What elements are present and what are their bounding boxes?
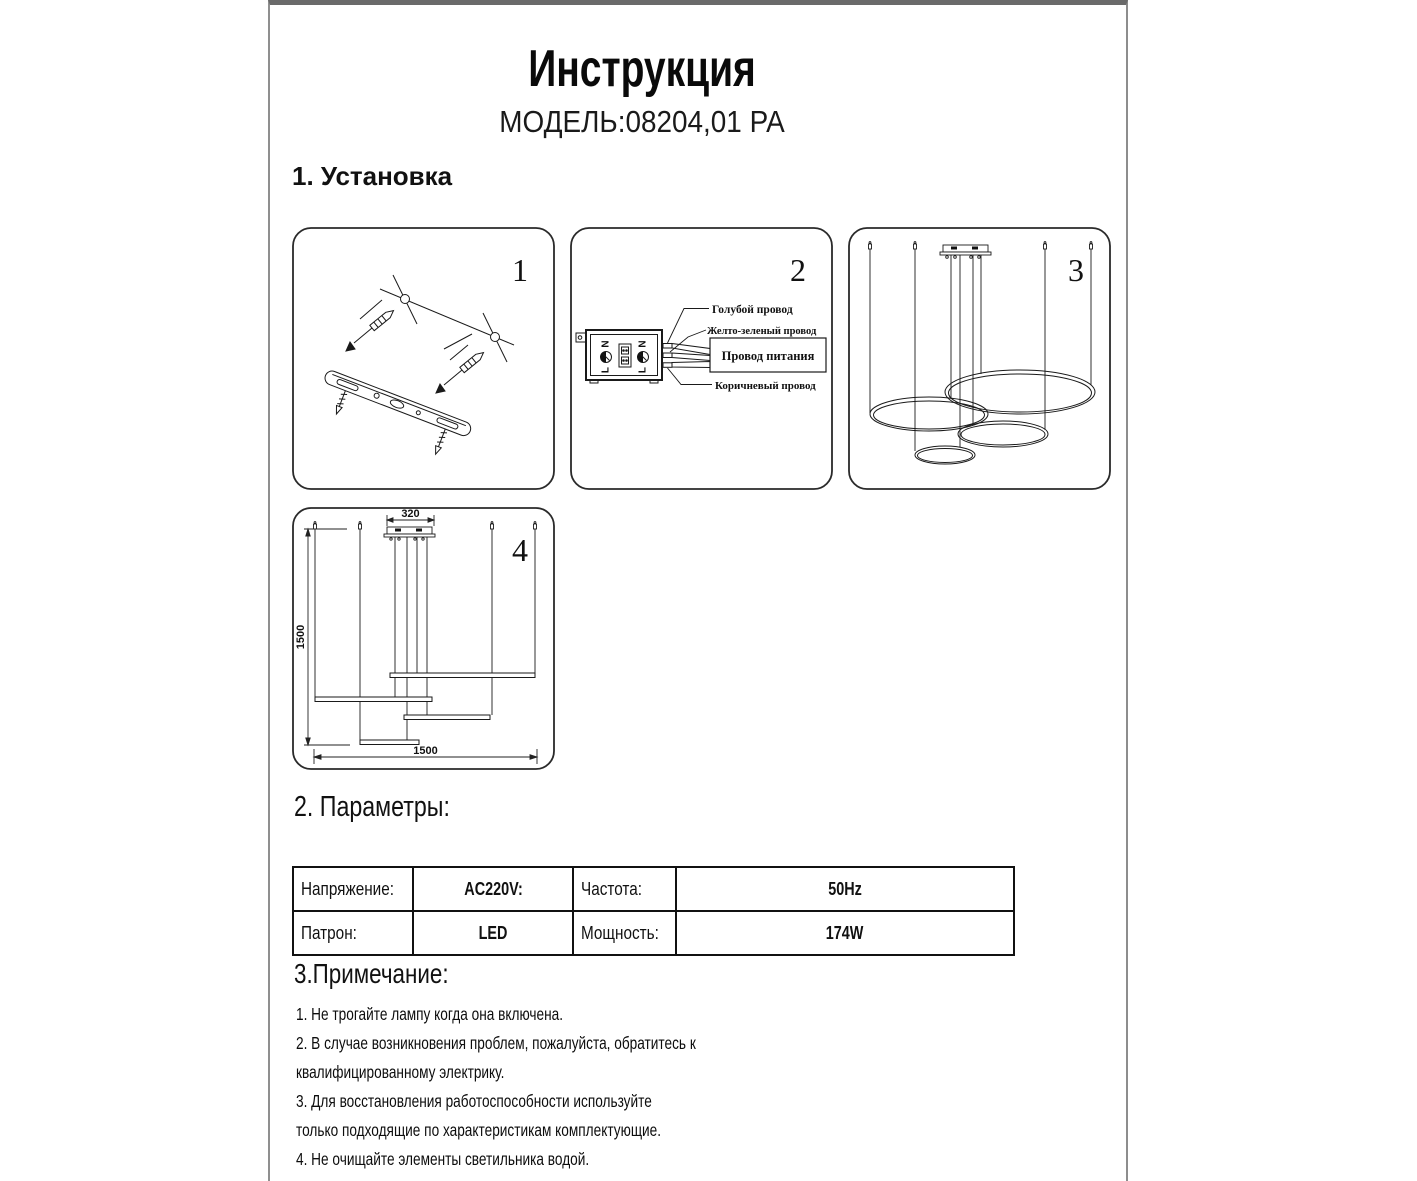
chandelier-rings-diagram bbox=[848, 227, 1111, 490]
table-row bbox=[293, 911, 1014, 955]
terminal-n-right: N bbox=[637, 340, 649, 348]
mounting-bracket-diagram bbox=[292, 227, 555, 490]
notes-heading: 3.Примечание: bbox=[294, 958, 449, 989]
blue-wire-label: Голубой провод bbox=[712, 304, 793, 316]
terminal-block bbox=[576, 330, 662, 383]
doc-model-line: МОДЕЛЬ:08204,01 PA bbox=[499, 104, 785, 139]
notes-list bbox=[296, 1000, 809, 1174]
param-value-frequency: 50Hz bbox=[676, 867, 1014, 911]
drop-height-dimension: 1500 bbox=[295, 624, 307, 650]
note-line-3-cont: только подходящие по характеристикам комплектующие. bbox=[296, 1120, 662, 1140]
panel-number-1: 1 bbox=[512, 252, 528, 288]
note-line-3: 3. Для восстановления работоспособности используйте bbox=[296, 1091, 652, 1111]
yellow-green-wire-label: Желто-зеленый провод bbox=[707, 326, 817, 337]
brown-wire-label: Коричневый провод bbox=[715, 380, 816, 392]
installation-step-3-panel bbox=[848, 227, 1111, 490]
panel-number-3: 3 bbox=[1068, 252, 1084, 288]
dimensions-diagram bbox=[292, 507, 555, 770]
note-line-4: 4. Не очищайте элементы светильника водой. bbox=[296, 1149, 590, 1169]
terminal-l-right: L bbox=[637, 366, 649, 374]
installation-heading: 1. Установка bbox=[292, 161, 453, 191]
terminal-n-left: N bbox=[600, 340, 612, 348]
param-name-frequency: Частота: bbox=[573, 867, 676, 911]
canopy-width-dimension: 320 bbox=[401, 508, 420, 520]
note-line-1: 1. Не трогайте лампу когда она включена. bbox=[296, 1004, 564, 1024]
param-value-power: 174W bbox=[676, 911, 1014, 955]
param-name-voltage: Напряжение: bbox=[293, 867, 413, 911]
document-page bbox=[268, 0, 1128, 1181]
param-name-socket: Патрон: bbox=[293, 911, 413, 955]
power-wire-label: Провод питания bbox=[721, 349, 815, 363]
panel-number-4: 4 bbox=[512, 532, 528, 568]
parameters-table bbox=[292, 866, 1015, 956]
note-line-2: 2. В случае возникновения проблем, пожалуйста, обратитесь к bbox=[296, 1033, 696, 1053]
param-name-power: Мощность: bbox=[573, 911, 676, 955]
doc-header bbox=[270, 39, 1014, 140]
doc-title: Инструкция bbox=[528, 40, 756, 98]
installation-step-2-panel bbox=[570, 227, 833, 490]
fixture-width-dimension: 1500 bbox=[413, 745, 438, 757]
installation-step-1-panel bbox=[292, 227, 555, 490]
installation-step-4-panel bbox=[292, 507, 555, 770]
table-row bbox=[293, 867, 1014, 911]
wiring-diagram bbox=[570, 227, 833, 490]
terminal-l-left: L bbox=[600, 366, 612, 374]
param-value-voltage: AC220V: bbox=[413, 867, 573, 911]
power-wires bbox=[663, 344, 710, 368]
parameters-heading: 2. Параметры: bbox=[294, 791, 450, 823]
panel-number-2: 2 bbox=[790, 252, 806, 288]
param-value-socket: LED bbox=[413, 911, 573, 955]
note-line-2-cont: квалифицированному электрику. bbox=[296, 1062, 505, 1082]
